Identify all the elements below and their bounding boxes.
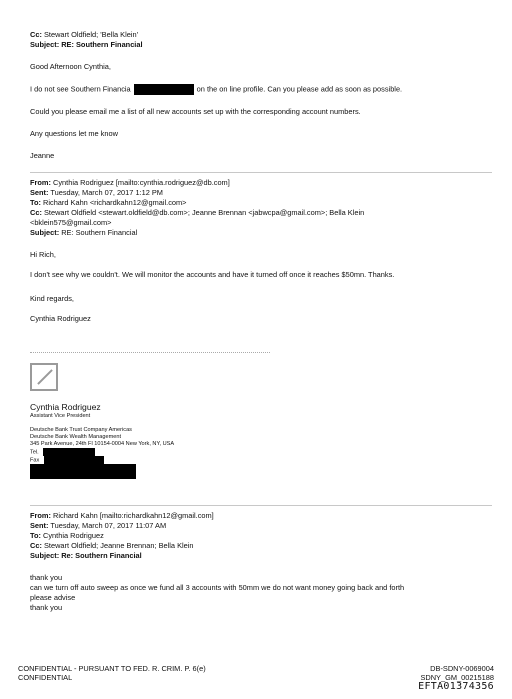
redaction-box — [30, 464, 136, 479]
from-label: From: — [30, 178, 51, 187]
fax-label: Fax — [30, 457, 40, 464]
bottom-sent-line — [30, 521, 492, 531]
top-email — [30, 30, 492, 161]
signature-separator — [30, 352, 270, 353]
middle-from-line — [30, 178, 492, 188]
signature-name: Cynthia Rodriguez — [30, 402, 101, 412]
signature-title: Assistant Vice President — [30, 413, 91, 419]
signature-tel — [30, 448, 492, 456]
from-value: Richard Kahn [mailto:richardkahn12@gmail.com] — [53, 511, 214, 520]
top-body-line-3: Any questions let me know — [30, 129, 118, 138]
bates-number-3: EFTA01374356 — [418, 681, 494, 692]
sent-label: Sent: — [30, 521, 49, 530]
bates-number-1: DB-SDNY-0069004 — [430, 664, 494, 673]
body-text: on the on line profile. Can you please add as soon as possible. — [196, 84, 403, 94]
middle-email — [30, 178, 492, 324]
top-body-line-1 — [30, 84, 492, 95]
bottom-body-line-2: can we turn off auto sweep as once we fund all 3 accounts with 50mm we do not want money going back and forth — [30, 583, 405, 592]
middle-cc-line-cont: <bklein575@gmail.com> — [30, 218, 112, 227]
body-text: I do not see Southern Financia — [30, 84, 131, 94]
confidential-label: CONFIDENTIAL — [18, 673, 73, 682]
to-value: Richard Kahn <richardkahn12@gmail.com> — [43, 198, 187, 207]
top-cc-line — [30, 30, 492, 40]
bates-number-2: SDNY_GM_00215188 — [420, 673, 494, 682]
middle-name: Cynthia Rodriguez — [30, 314, 91, 323]
separator-line — [30, 172, 492, 173]
bottom-from-line — [30, 511, 492, 521]
middle-closing: Kind regards, — [30, 294, 74, 303]
signature-address: 345 Park Avenue, 24th Fl 10154-0004 New York, NY, USA — [30, 441, 175, 447]
cc-value: Stewart Oldfield; Jeanne Brennan; Bella Klein — [43, 541, 194, 550]
to-label: To: — [30, 531, 41, 540]
middle-cc-line — [30, 208, 492, 218]
to-label: To: — [30, 198, 41, 207]
middle-greeting: Hi Rich, — [30, 250, 56, 259]
redaction-box — [134, 84, 194, 95]
bottom-email — [30, 511, 492, 613]
sent-value: Tuesday, March 07, 2017 1:12 PM — [50, 188, 163, 197]
signature-block — [30, 402, 492, 465]
middle-sent-line — [30, 188, 492, 198]
from-label: From: — [30, 511, 51, 520]
separator-line — [30, 505, 492, 506]
cc-label: Cc: — [30, 30, 42, 39]
top-greeting: Good Afternoon Cynthia, — [30, 62, 111, 71]
subject-value: RE: Southern Financial — [61, 40, 143, 49]
middle-body: I don't see why we couldn't. We will monitor the accounts and have it turned off once it reaches $50mn. Thanks. — [30, 270, 395, 279]
deutsche-bank-logo-icon — [30, 363, 58, 391]
to-value: Cynthia Rodriguez — [43, 531, 104, 540]
top-signoff: Jeanne — [30, 151, 55, 160]
signature-org-1: Deutsche Bank Trust Company Americas — [30, 427, 132, 433]
middle-to-line — [30, 198, 492, 208]
top-body-line-2: Could you please email me a list of all new accounts set up with the corresponding account numbers. — [30, 107, 361, 116]
footer-right — [418, 664, 494, 691]
cc-label: Cc: — [30, 208, 42, 217]
bottom-body-line-4: thank you — [30, 603, 63, 612]
cc-label: Cc: — [30, 541, 42, 550]
bottom-cc-line — [30, 541, 492, 551]
bottom-body-line-1: thank you — [30, 573, 63, 582]
bottom-body-line-3: please advise — [30, 593, 76, 602]
redaction-box — [43, 448, 95, 456]
sent-value: Tuesday, March 07, 2017 11:07 AM — [50, 521, 167, 530]
top-subject-line — [30, 40, 492, 50]
bottom-to-line — [30, 531, 492, 541]
cc-value: Stewart Oldfield <stewart.oldfield@db.com>; Jeanne Brennan <jabwcpa@gmail.com>; Bella Klein — [43, 208, 365, 217]
subject-value: RE: Southern Financial — [61, 228, 138, 237]
bottom-subject-line — [30, 551, 492, 561]
sent-label: Sent: — [30, 188, 49, 197]
tel-label: Tel. — [30, 449, 39, 456]
signature-org-2: Deutsche Bank Wealth Management — [30, 434, 122, 440]
subject-label: Subject: — [30, 40, 60, 49]
middle-subject-line — [30, 228, 492, 238]
from-value: Cynthia Rodriguez [mailto:cynthia.rodriguez@db.com] — [53, 178, 230, 187]
confidential-notice: CONFIDENTIAL - PURSUANT TO FED. R. CRIM. P. 6(e) — [18, 664, 206, 673]
subject-value: Re: Southern Financial — [61, 551, 142, 560]
subject-label: Subject: — [30, 228, 60, 237]
footer-left — [18, 664, 206, 682]
subject-label: Subject: — [30, 551, 60, 560]
cc-value: Stewart Oldfield; 'Bella Klein' — [43, 30, 139, 39]
